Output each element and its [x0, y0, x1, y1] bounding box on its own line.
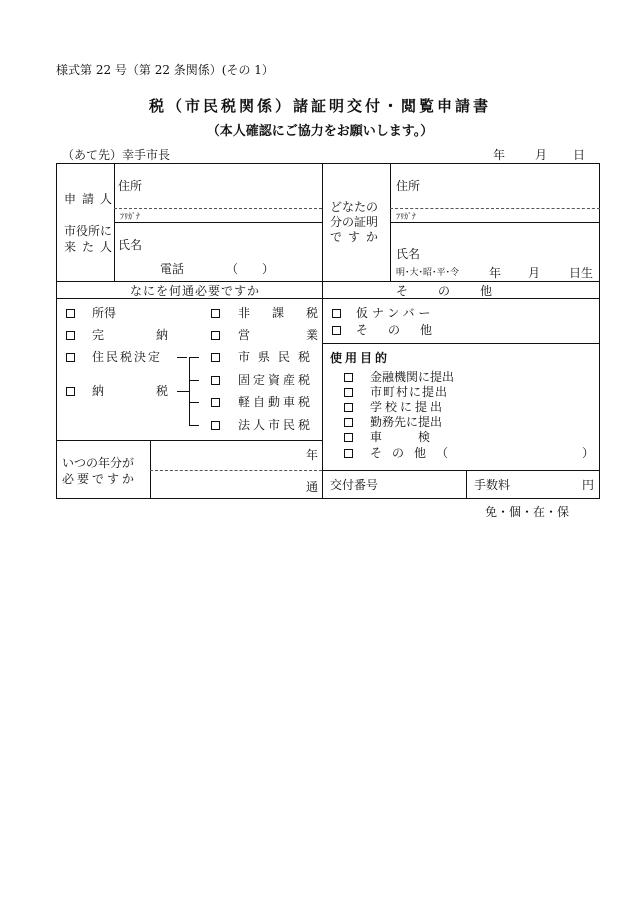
subject-name-field[interactable]: [426, 228, 594, 260]
fee-unit: 円: [582, 478, 595, 492]
bracket-line: [189, 380, 199, 381]
purpose-checkbox[interactable]: [344, 403, 353, 412]
subject-label-1: どなたの: [330, 200, 379, 214]
year-field[interactable]: [154, 444, 304, 466]
form-number: 様式第 22 号（第 22 条関係）(その 1）: [56, 63, 274, 77]
purpose-item: 車検: [370, 430, 467, 444]
business-label: 営業: [238, 328, 375, 342]
applicant-address-field[interactable]: [150, 170, 318, 206]
subject-address-field[interactable]: [426, 170, 594, 206]
corporate-city-tax-label: 法人市民税: [238, 418, 314, 432]
what-needed-header: なにを何通必要ですか: [130, 284, 261, 298]
purpose-item: 学校に提出: [370, 400, 446, 414]
divider: [114, 208, 322, 209]
purpose-checkbox[interactable]: [344, 418, 353, 427]
divider: [390, 208, 600, 209]
divider: [150, 470, 322, 471]
applicant-sublabel-2: 来た人: [64, 240, 119, 254]
subject-address-label: 住所: [396, 179, 421, 193]
issuance-number-label: 交付番号: [330, 478, 379, 492]
form-subtitle: （本人確認にご協力をお願いします。）: [206, 124, 434, 139]
year-label-2: 必要ですか: [62, 472, 138, 486]
fee-label: 手数料: [474, 478, 511, 492]
addressee: （あて先）幸手市長: [62, 148, 171, 162]
applicant-name-field[interactable]: [150, 228, 318, 254]
purpose-item: 勤務先に提出: [370, 415, 443, 429]
divider: [56, 440, 322, 441]
divider: [466, 470, 467, 498]
divider: [390, 222, 600, 223]
divider: [114, 222, 322, 223]
date-day-label[interactable]: 日: [573, 148, 586, 162]
purpose-checkbox[interactable]: [344, 433, 353, 442]
bracket-line: [177, 391, 189, 392]
bracket-line: [189, 425, 199, 426]
temp-number-label: 仮ナンバー: [356, 306, 435, 320]
other-header: その他: [396, 284, 523, 298]
subject-name-label: 氏名: [396, 247, 421, 261]
tax-payment-label: 納税: [92, 384, 221, 398]
applicant-address-label: 住所: [118, 179, 143, 193]
purpose-checkbox[interactable]: [344, 388, 353, 397]
divider: [322, 470, 600, 471]
subject-furigana-field[interactable]: [426, 210, 594, 221]
subject-label-2: 分の証明: [330, 215, 379, 229]
non-taxable-label: 非課税: [238, 306, 341, 320]
birth-day-label: 日生: [569, 266, 594, 280]
purpose-item: その他（: [370, 446, 459, 460]
tax-payment-checkbox[interactable]: [66, 387, 75, 396]
fixed-asset-tax-checkbox[interactable]: [211, 376, 220, 385]
bracket-line: [189, 402, 199, 403]
date-year-label[interactable]: 年: [493, 148, 506, 162]
applicant-furigana-field[interactable]: [150, 210, 318, 221]
purpose-item: 金融機関に提出: [370, 370, 455, 384]
resident-tax-decision-label: 住民税決定: [92, 350, 163, 364]
purpose-item: 市町村に提出: [370, 385, 449, 399]
purpose-other-field[interactable]: [440, 445, 580, 461]
subject-label-3: ですか: [330, 230, 385, 244]
light-vehicle-tax-checkbox[interactable]: [211, 398, 220, 407]
bracket-line: [177, 357, 187, 358]
non-taxable-checkbox[interactable]: [211, 309, 220, 318]
income-checkbox[interactable]: [66, 309, 75, 318]
year-label-1: いつの年分が: [62, 456, 135, 470]
purpose-checkbox[interactable]: [344, 449, 353, 458]
birth-era-options[interactable]: 明･大･昭･平･令: [396, 268, 460, 278]
office-marks: 免・個・在・保: [485, 505, 570, 519]
applicant-sublabel-1: 市役所に: [64, 224, 113, 238]
applicant-phone-label: 電話: [160, 262, 185, 276]
subject-furigana-label: ﾌﾘｶﾞﾅ: [396, 212, 416, 221]
completed-checkbox[interactable]: [66, 331, 75, 340]
bracket-line: [189, 357, 199, 358]
copies-unit: 通: [306, 480, 319, 494]
corporate-city-tax-checkbox[interactable]: [211, 421, 220, 430]
completed-label: 完納: [92, 328, 221, 342]
resident-tax-decision-checkbox[interactable]: [66, 353, 75, 362]
city-prefectural-tax-checkbox[interactable]: [211, 353, 220, 362]
birth-year-label: 年: [489, 266, 502, 280]
applicant-name-label: 氏名: [118, 238, 143, 252]
other-item-label: その他: [356, 323, 453, 337]
applicant-furigana-label: ﾌﾘｶﾞﾅ: [120, 212, 140, 221]
business-checkbox[interactable]: [211, 331, 220, 340]
year-unit: 年: [306, 448, 319, 462]
copies-field[interactable]: [154, 474, 304, 496]
purpose-checkbox[interactable]: [344, 373, 353, 382]
birth-month-label: 月: [528, 266, 541, 280]
divider: [56, 298, 600, 299]
purpose-label: 使用目的: [330, 351, 391, 365]
income-label: 所得: [92, 306, 117, 320]
city-prefectural-tax-label: 市県民税: [238, 350, 319, 364]
temp-number-checkbox[interactable]: [332, 309, 341, 318]
applicant-label: 申請人: [64, 192, 119, 206]
divider: [56, 281, 600, 282]
light-vehicle-tax-label: 軽自動車税: [238, 395, 314, 409]
fixed-asset-tax-label: 固定資産税: [238, 373, 314, 387]
purpose-close-paren: ）: [582, 446, 595, 460]
divider: [322, 343, 600, 344]
form-title: 税（市民税関係）諸証明交付・閲覧申請書: [148, 97, 491, 115]
issuance-number-field[interactable]: [380, 474, 462, 496]
applicant-phone-field[interactable]: （ ）: [226, 262, 275, 276]
bracket-line: [189, 357, 190, 425]
other-item-checkbox[interactable]: [332, 326, 341, 335]
divider: [150, 440, 151, 498]
date-month-label[interactable]: 月: [535, 148, 548, 162]
